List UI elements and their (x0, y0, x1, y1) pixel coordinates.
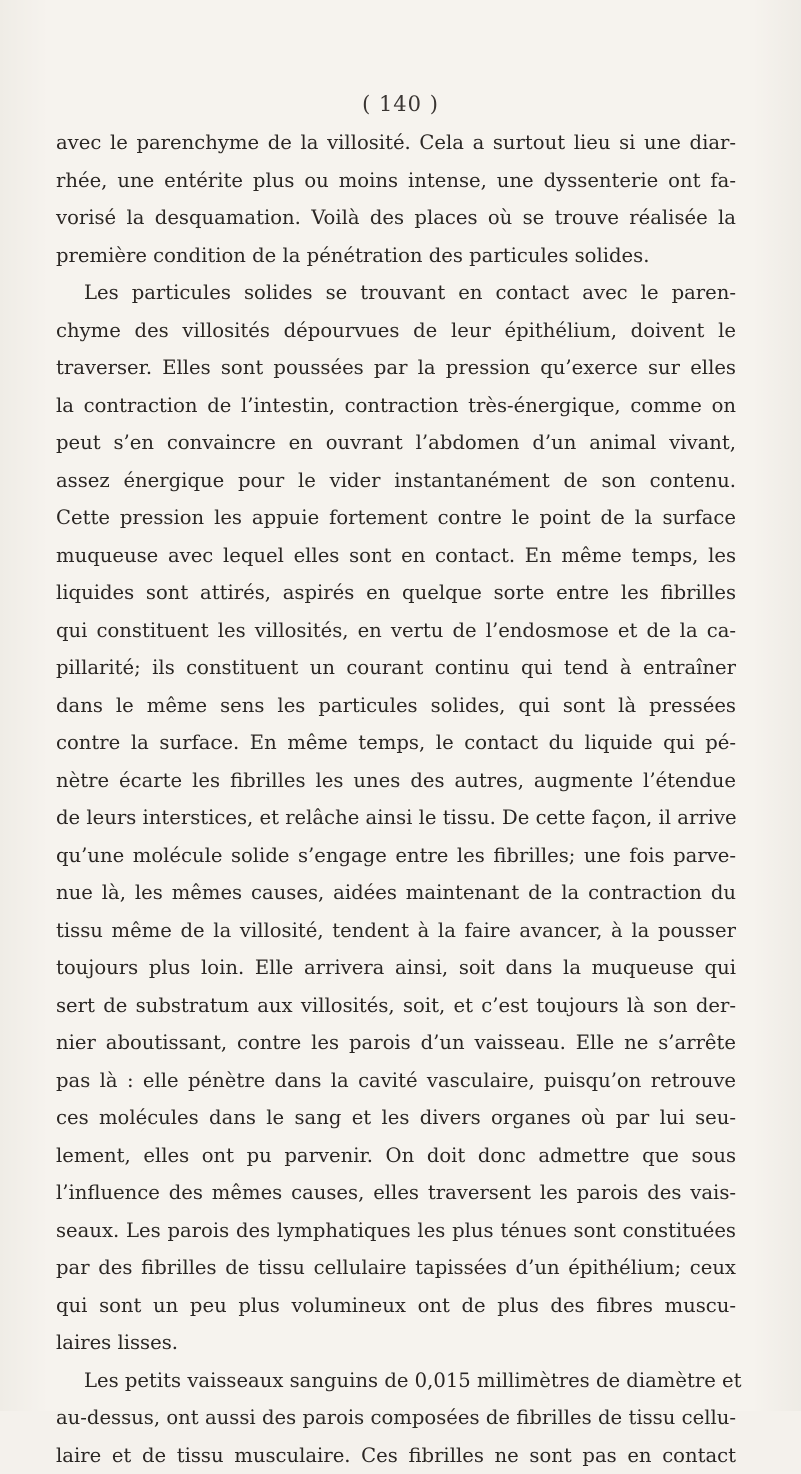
text-line: lement, elles ont pu parvenir. On doit donc admettre que sous (56, 1137, 736, 1175)
text-line: nue là, les mêmes causes, aidées maintenant de la contraction du (56, 874, 736, 912)
text-line: peut s’en convaincre en ouvrant l’abdomen d’un animal vivant, (56, 424, 736, 462)
text-line: ces molécules dans le sang et les divers organes où par lui seu- (56, 1099, 736, 1137)
page-number: ( 140 ) (0, 92, 801, 116)
text-line: laires lisses. (56, 1324, 736, 1362)
text-line: nier aboutissant, contre les parois d’un vaisseau. Elle ne s’arrête (56, 1024, 736, 1062)
text-line: Cette pression les appuie fortement contre le point de la surface (56, 499, 736, 537)
text-line: seaux. Les parois des lymphatiques les plus ténues sont constituées (56, 1212, 736, 1250)
text-line: qui constituent les villosités, en vertu de l’endosmose et de la ca- (56, 612, 736, 650)
text-line: rhée, une entérite plus ou moins intense, une dyssenterie ont fa- (56, 162, 736, 200)
text-line: pillarité; ils constituent un courant continu qui tend à entraîner (56, 649, 736, 687)
body-text (56, 124, 736, 1474)
text-line: qu’une molécule solide s’engage entre les fibrilles; une fois parve- (56, 837, 736, 875)
text-line: de leurs interstices, et relâche ainsi le tissu. De cette façon, il arrive (56, 799, 736, 837)
text-line: chyme des villosités dépourvues de leur épithélium, doivent le (56, 312, 736, 350)
text-line: au-dessus, ont aussi des parois composées de fibrilles de tissu cellu- (56, 1399, 736, 1437)
text-line: pas là : elle pénètre dans la cavité vasculaire, puisqu’on retrouve (56, 1062, 736, 1100)
text-line: liquides sont attirés, aspirés en quelque sorte entre les fibrilles (56, 574, 736, 612)
text-line: Les particules solides se trouvant en contact avec le paren- (56, 274, 736, 312)
text-line: nètre écarte les fibrilles les unes des autres, augmente l’étendue (56, 762, 736, 800)
text-line: vorisé la desquamation. Voilà des places où se trouve réalisée la (56, 199, 736, 237)
text-line: avec le parenchyme de la villosité. Cela a surtout lieu si une diar- (56, 124, 736, 162)
text-line: assez énergique pour le vider instantanément de son contenu. (56, 462, 736, 500)
text-line: sert de substratum aux villosités, soit, et c’est toujours là son der- (56, 987, 736, 1025)
text-line: qui sont un peu plus volumineux ont de plus des fibres muscu- (56, 1287, 736, 1325)
text-line: contre la surface. En même temps, le contact du liquide qui pé- (56, 724, 736, 762)
text-line: muqueuse avec lequel elles sont en contact. En même temps, les (56, 537, 736, 575)
text-line: la contraction de l’intestin, contraction très-énergique, comme on (56, 387, 736, 425)
text-line: dans le même sens les particules solides, qui sont là pressées (56, 687, 736, 725)
text-line: première condition de la pénétration des particules solides. (56, 237, 736, 275)
text-line: toujours plus loin. Elle arrivera ainsi, soit dans la muqueuse qui (56, 949, 736, 987)
text-line: tissu même de la villosité, tendent à la faire avancer, à la pousser (56, 912, 736, 950)
text-line: Les petits vaisseaux sanguins de 0,015 millimètres de diamètre et (56, 1362, 736, 1400)
text-line: par des fibrilles de tissu cellulaire tapissées d’un épithélium; ceux (56, 1249, 736, 1287)
text-line: traverser. Elles sont poussées par la pression qu’exerce sur elles (56, 349, 736, 387)
text-line: laire et de tissu musculaire. Ces fibrilles ne sont pas en contact (56, 1437, 736, 1474)
text-line: l’influence des mêmes causes, elles traversent les parois des vais- (56, 1174, 736, 1212)
